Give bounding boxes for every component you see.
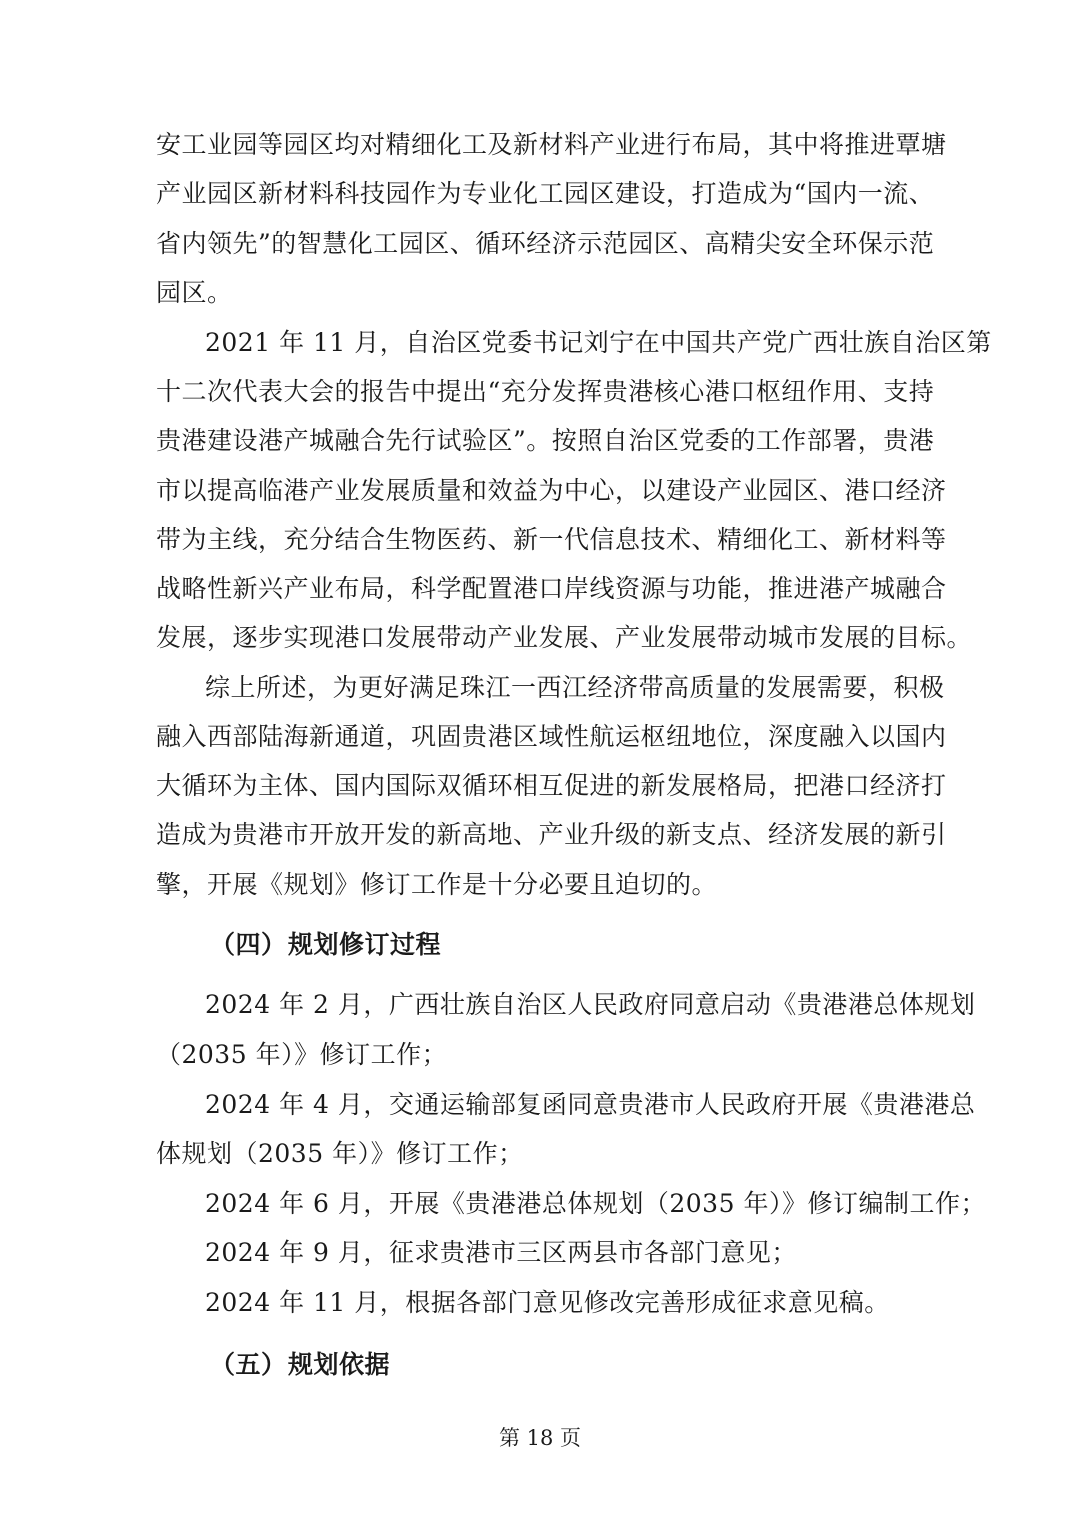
section-4-number: （四）	[210, 930, 287, 959]
paragraph-2-line-7: 发展，逐步实现港口发展带动产业发展、产业发展带动城市发展的目标。	[156, 623, 973, 652]
paragraph-1-line-2: 产业园区新材料科技园作为专业化工园区建设，打造成为“国内一流、	[156, 179, 935, 208]
paragraph-2-line-4: 市以提高临港产业发展质量和效益为中心，以建设产业园区、港口经济	[156, 476, 947, 505]
paragraph-1-line-1: 安工业园等园区均对精细化工及新材料产业进行布局，其中将推进覃塘	[156, 130, 947, 159]
paragraph-2-line-3: 贵港建设港产城融合先行试验区”。按照自治区党委的工作部署，贵港	[156, 426, 935, 455]
page-number: 第 18 页	[498, 1426, 582, 1450]
timeline-entry-2-line-2: 体规划（2035 年）》修订工作；	[156, 1139, 524, 1168]
paragraph-3-line-4: 造成为贵港市开放开发的新高地、产业升级的新支点、经济发展的新引	[156, 820, 947, 849]
section-5-number: （五）	[210, 1350, 287, 1379]
paragraph-1-line-4: 园区。	[156, 278, 233, 307]
paragraph-1-line-3: 省内领先”的智慧化工园区、循环经济示范园区、高精尖安全环保示范	[156, 229, 935, 258]
paragraph-3-line-1: 综上所述，为更好满足珠江一西江经济带高质量的发展需要，积极	[205, 673, 945, 702]
paragraph-3-line-5: 擎，开展《规划》修订工作是十分必要且迫切的。	[156, 870, 718, 899]
paragraph-2-line-1: 2021 年 11 月，自治区党委书记刘宁在中国共产党广西壮族自治区第	[205, 328, 992, 357]
paragraph-2-line-5: 带为主线，充分结合生物医药、新一代信息技术、精细化工、新材料等	[156, 525, 947, 554]
timeline-entry-2-line-1: 2024 年 4 月，交通运输部复函同意贵港市人民政府开展《贵港港总	[205, 1090, 976, 1119]
section-4-heading	[210, 930, 441, 960]
timeline-entry-5: 2024 年 11 月，根据各部门意见修改完善形成征求意见稿。	[205, 1288, 890, 1317]
timeline-entry-1-line-2: （2035 年）》修订工作；	[156, 1040, 448, 1069]
paragraph-3-line-3: 大循环为主体、国内国际双循环相互促进的新发展格局，把港口经济打	[156, 771, 947, 800]
timeline-entry-1-line-1: 2024 年 2 月，广西壮族自治区人民政府同意启动《贵港港总体规划	[205, 990, 976, 1019]
section-4-title: 规划修订过程	[288, 930, 442, 959]
paragraph-2-line-6: 战略性新兴产业布局，科学配置港口岸线资源与功能，推进港产城融合	[156, 574, 947, 603]
section-5-heading	[210, 1350, 390, 1380]
timeline-entry-4: 2024 年 9 月，征求贵港市三区两县市各部门意见；	[205, 1238, 797, 1267]
paragraph-2-line-2: 十二次代表大会的报告中提出“充分发挥贵港核心港口枢纽作用、支持	[156, 377, 935, 406]
paragraph-3-line-2: 融入西部陆海新通道，巩固贵港区域性航运枢纽地位，深度融入以国内	[156, 722, 947, 751]
timeline-entry-3: 2024 年 6 月，开展《贵港港总体规划（2035 年）》修订编制工作；	[205, 1189, 986, 1218]
section-5-title: 规划依据	[288, 1350, 391, 1379]
